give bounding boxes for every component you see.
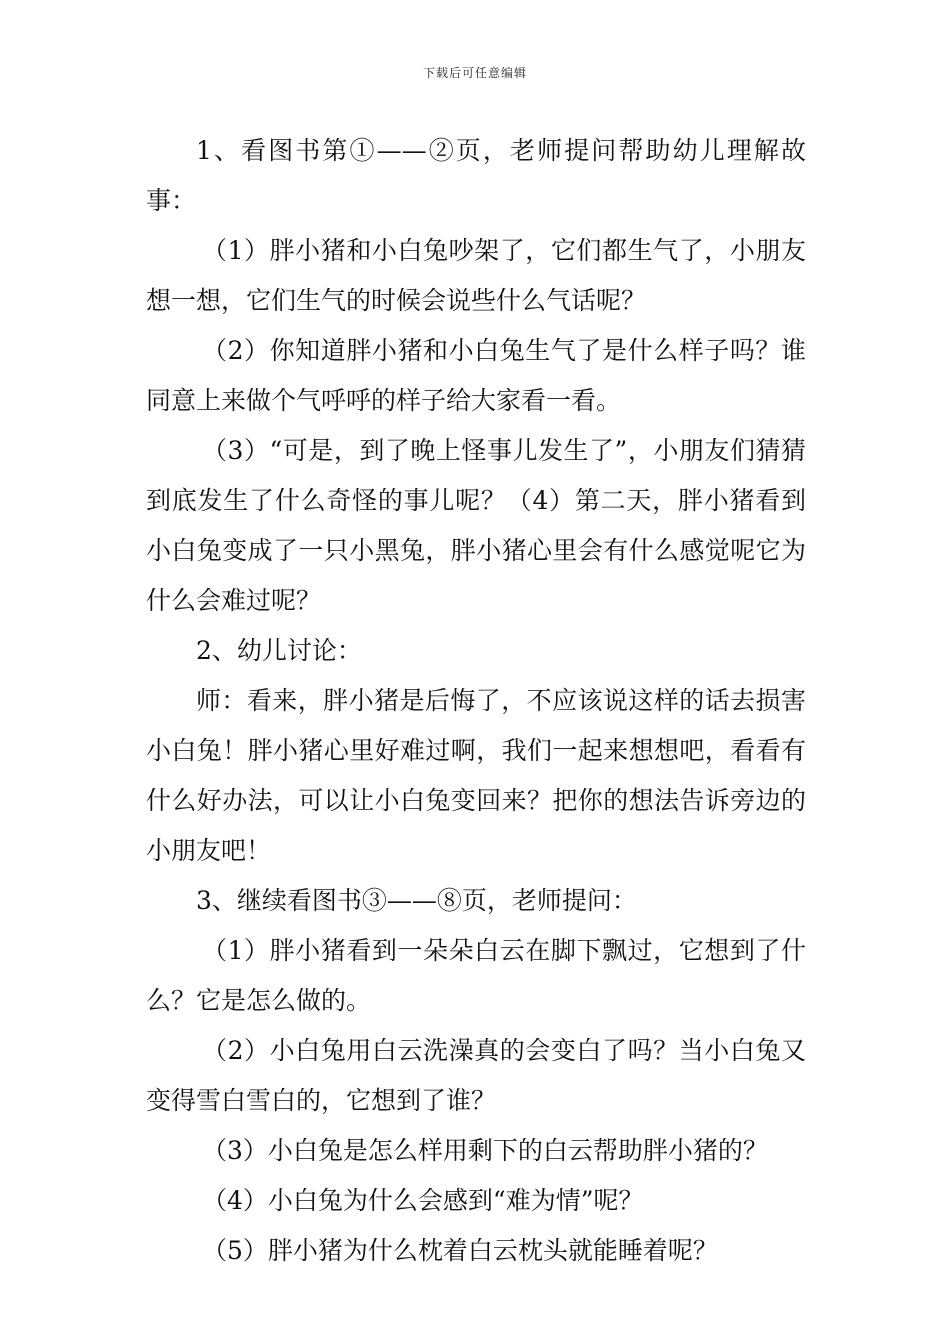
paragraph-question-1-2: （2）你知道胖小猪和小白兔生气了是什么样子吗？谁同意上来做个气呼呼的样子给大家看一看。 xyxy=(146,336,806,415)
paragraph-step-3: 3、继续看图书③——⑧页，老师提问： xyxy=(196,886,637,915)
paragraph-question-3-1: （1）胖小猪看到一朵朵白云在脚下飘过，它想到了什么？它是怎么做的。 xyxy=(146,936,806,1015)
paragraph-question-3-5: （5）胖小猪为什么枕着白云枕头就能睡着呢？ xyxy=(202,1236,718,1265)
paragraph-question-3-3: （3）小白兔是怎么样用剩下的白云帮助胖小猪的？ xyxy=(202,1136,768,1165)
paragraph-question-3-4: （4）小白兔为什么会感到“难为情”呢？ xyxy=(202,1186,644,1215)
paragraph-teacher-remark: 师：看来，胖小猪是后悔了，不应该说这样的话去损害小白兔！胖小猪心里好难过啊，我们一起来想想吧，看看有什么好办法，可以让小白兔变回来？把你的想法告诉旁边的小朋友吧！ xyxy=(146,686,806,865)
paragraph-question-1-3-4: （3）“可是，到了晚上怪事儿发生了”，小朋友们猜猜到底发生了什么奇怪的事儿呢？（4）第二天，胖小猪看到小白兔变成了一只小黑兔，胖小猪心里会有什么感觉呢它为什么会难过呢？ xyxy=(146,436,806,615)
paragraph-question-3-2: （2）小白兔用白云洗澡真的会变白了吗？当小白兔又变得雪白雪白的，它想到了谁？ xyxy=(146,1036,806,1115)
page-header-note: 下载后可任意编辑 xyxy=(422,66,527,80)
paragraph-step-1: 1、看图书第①——②页，老师提问帮助幼儿理解故事： xyxy=(146,136,806,215)
document-body xyxy=(146,126,806,1276)
paragraph-step-2: 2、幼儿讨论： xyxy=(196,636,362,665)
paragraph-question-1-1: （1）胖小猪和小白兔吵架了，它们都生气了，小朋友想一想，它们生气的时候会说些什么气话呢？ xyxy=(146,236,806,315)
